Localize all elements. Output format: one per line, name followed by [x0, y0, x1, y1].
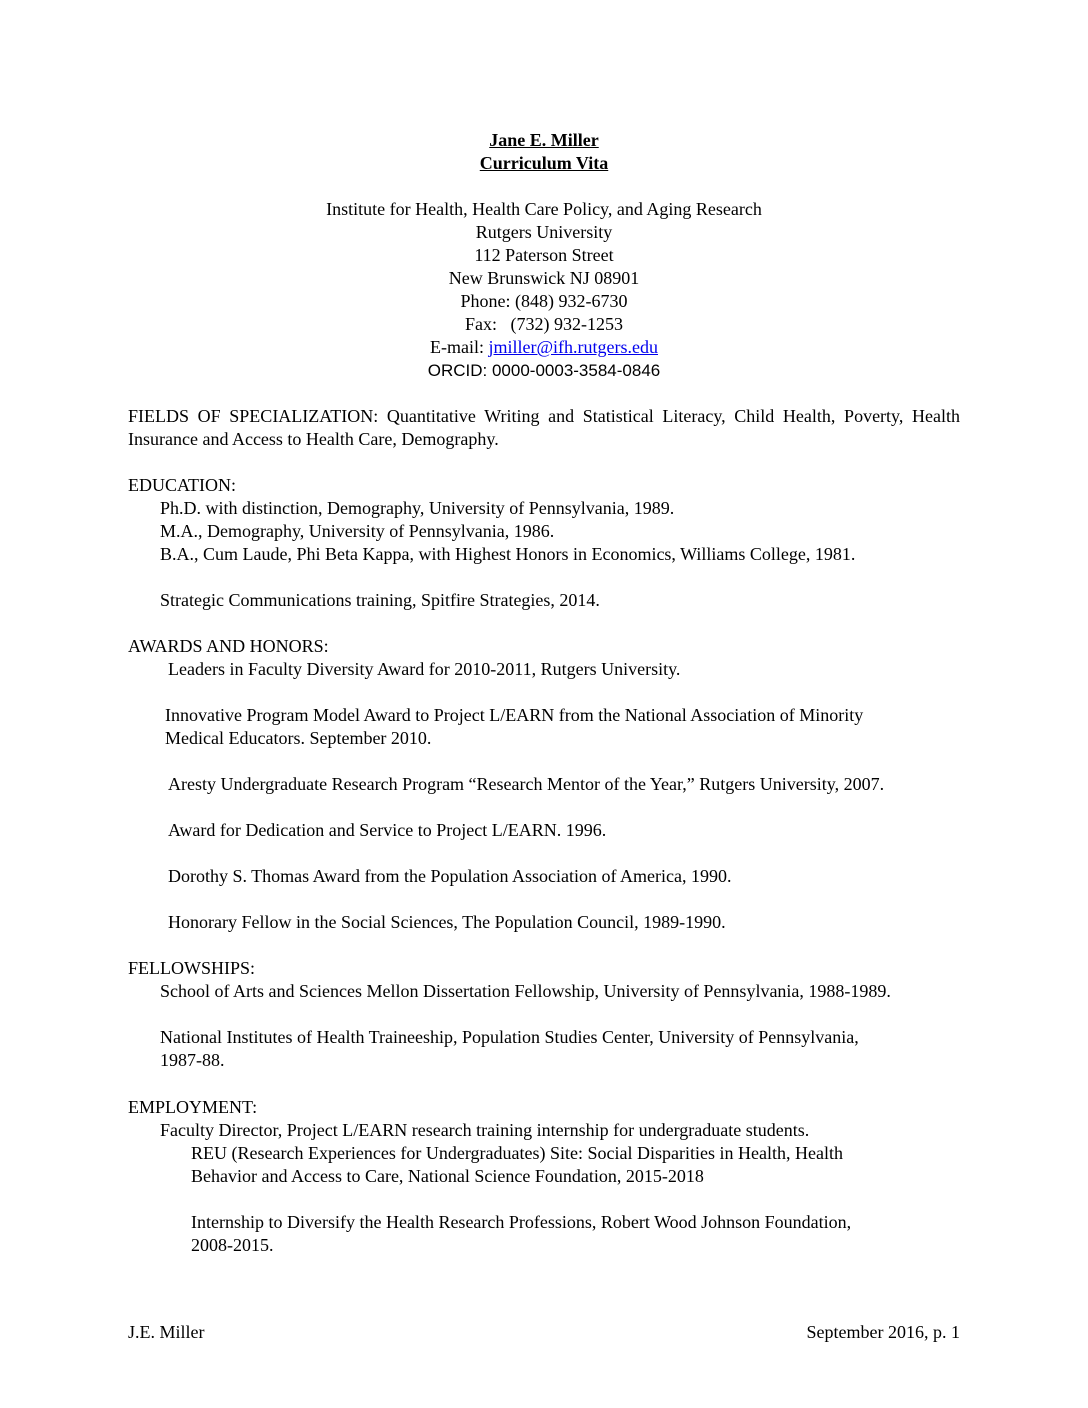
fellowships-heading: FELLOWSHIPS: — [128, 958, 256, 978]
fellowship-item-continued: 1987-88. — [160, 1050, 225, 1070]
email-link[interactable]: jmiller@ifh.rutgers.edu — [488, 337, 659, 357]
university-line: Rutgers University — [475, 222, 613, 242]
email-line — [0, 336, 1088, 359]
employment-heading: EMPLOYMENT: — [128, 1097, 258, 1117]
employment-subitem: REU (Research Experiences for Undergraduates) Site: Social Disparities in Health, Health — [191, 1143, 843, 1163]
cv-name: Jane E. Miller — [489, 130, 599, 150]
education-heading: EDUCATION: — [128, 475, 236, 495]
email-label: E-mail: — [429, 337, 489, 357]
awards-heading: AWARDS AND HONORS: — [128, 636, 329, 656]
cv-title: Curriculum Vita — [479, 153, 609, 173]
education-item: Strategic Communications training, Spitfire Strategies, 2014. — [160, 590, 600, 610]
institute-line: Institute for Health, Health Care Policy, and Aging Research — [326, 199, 762, 219]
award-item: Award for Dedication and Service to Project L/EARN. 1996. — [168, 820, 607, 840]
education-item: Ph.D. with distinction, Demography, University of Pennsylvania, 1989. — [160, 498, 675, 518]
award-item: Dorothy S. Thomas Award from the Population Association of America, 1990. — [168, 866, 732, 886]
fellowship-item: National Institutes of Health Traineeship, Population Studies Center, University of Pennsylvania, — [160, 1027, 859, 1047]
city-line: New Brunswick NJ 08901 — [448, 268, 640, 288]
phone-line: Phone: (848) 932-6730 — [460, 291, 628, 311]
award-item: Honorary Fellow in the Social Sciences, The Population Council, 1989-1990. — [168, 912, 726, 932]
fax-line: Fax: (732) 932-1253 — [465, 314, 623, 334]
street-line: 112 Paterson Street — [474, 245, 614, 265]
education-item: M.A., Demography, University of Pennsylvania, 1986. — [160, 521, 555, 541]
fellowship-item: School of Arts and Sciences Mellon Dissertation Fellowship, University of Pennsylvania, 1988-1989. — [160, 981, 891, 1001]
award-item-continued: Medical Educators. September 2010. — [165, 728, 432, 748]
footer-date-page: September 2016, p. 1 — [806, 1322, 960, 1342]
award-item: Innovative Program Model Award to Project L/EARN from the National Association of Minority — [165, 705, 864, 725]
employment-subitem-continued: 2008-2015. — [191, 1235, 274, 1255]
award-item: Leaders in Faculty Diversity Award for 2010-2011, Rutgers University. — [168, 659, 681, 679]
employment-item: Faculty Director, Project L/EARN research training internship for undergraduate students. — [160, 1120, 810, 1140]
footer-author: J.E. Miller — [128, 1322, 205, 1342]
fields-of-specialization: FIELDS OF SPECIALIZATION: Quantitative Writing and Statistical Literacy, Child Health, Poverty, Health Insurance and Access to Health Care, Demography. — [128, 406, 960, 449]
orcid-line: ORCID: 0000-0003-3584-0846 — [427, 361, 661, 380]
employment-subitem-continued: Behavior and Access to Care, National Science Foundation, 2015-2018 — [191, 1166, 704, 1186]
award-item: Aresty Undergraduate Research Program “Research Mentor of the Year,” Rutgers University, 2007. — [168, 774, 885, 794]
education-item: B.A., Cum Laude, Phi Beta Kappa, with Highest Honors in Economics, Williams College, 1981. — [160, 544, 856, 564]
employment-subitem: Internship to Diversify the Health Research Professions, Robert Wood Johnson Foundation, — [191, 1212, 852, 1232]
